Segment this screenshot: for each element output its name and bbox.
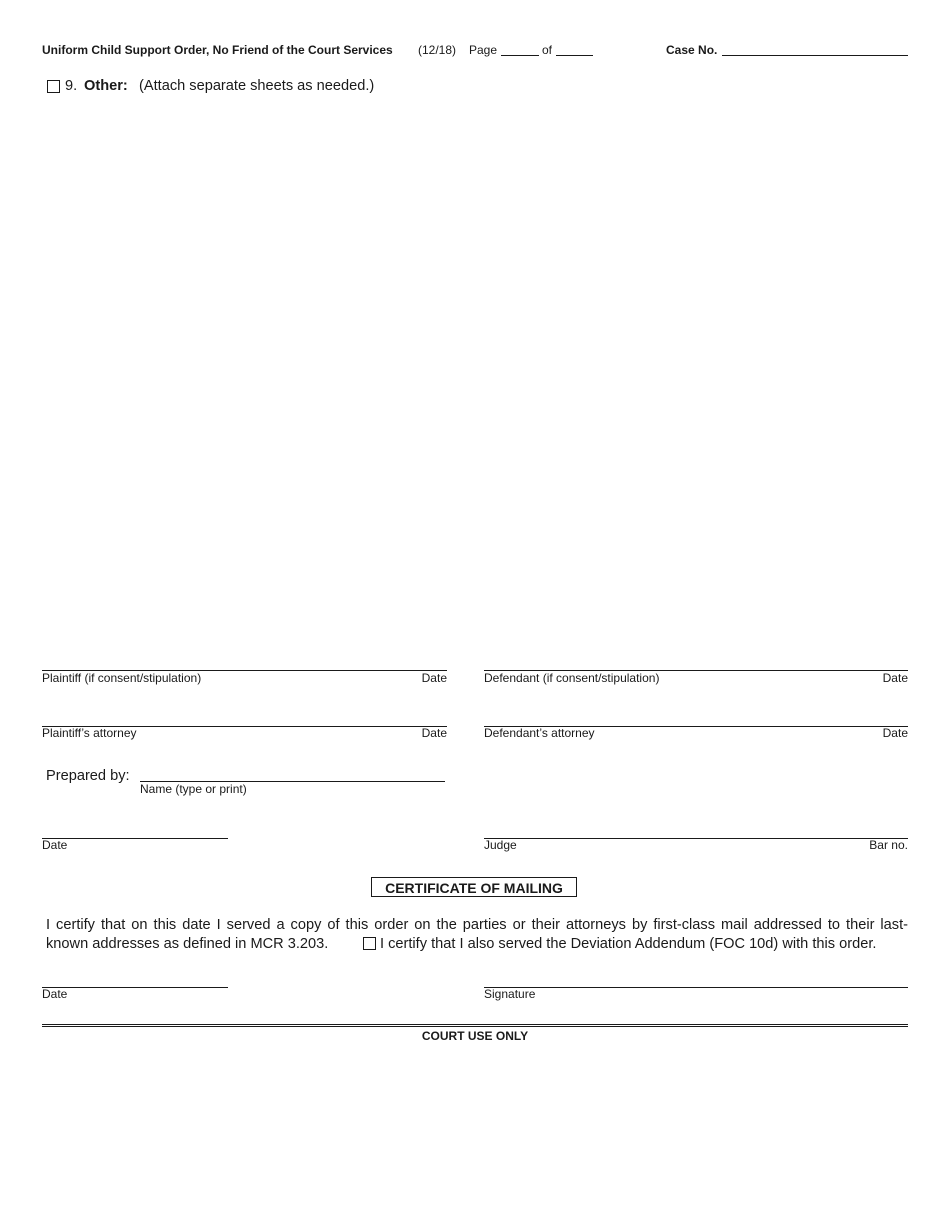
other-note: (Attach separate sheets as needed.) <box>139 78 375 94</box>
plaintiff-date-label: Date <box>421 671 447 685</box>
court-use-only-label: COURT USE ONLY <box>421 1029 529 1043</box>
certificate-title: CERTIFICATE OF MAILING <box>371 877 577 897</box>
form-date: (12/18) <box>418 43 457 57</box>
mailing-date-line[interactable] <box>42 987 228 988</box>
defendant-attorney-date-label: Date <box>882 726 908 740</box>
name-type-print-label: Name (type or print) <box>140 782 247 796</box>
deviation-addendum-checkbox[interactable] <box>363 937 376 950</box>
other-title: Other: <box>84 78 128 94</box>
order-date-label: Date <box>42 838 68 852</box>
defendant-attorney-label: Defendant’s attorney <box>484 726 595 740</box>
bar-no-label: Bar no. <box>869 838 908 852</box>
page-label: Page <box>469 43 498 57</box>
case-no-label: Case No. <box>666 43 718 57</box>
prepared-by-label: Prepared by: <box>46 768 130 784</box>
of-label: of <box>542 43 553 57</box>
certificate-text-line2b: I certify that I also served the Deviation Addendum (FOC 10d) with this order. <box>380 936 877 952</box>
certificate-text-line2a: known addresses as defined in MCR 3.203. <box>46 936 329 952</box>
plaintiff-attorney-date-label: Date <box>421 726 447 740</box>
mailing-date-label: Date <box>42 987 68 1001</box>
form-title: Uniform Child Support Order, No Friend of the Court Services <box>42 43 393 57</box>
mailing-signature-line[interactable] <box>484 987 908 988</box>
order-date-line[interactable] <box>42 838 228 839</box>
defendant-label: Defendant (if consent/stipulation) <box>484 671 660 685</box>
court-use-divider <box>42 1024 908 1027</box>
certificate-text-line1: I certify that on this date I served a copy of this order on the parties or their attorneys by first-class mail addressed to their last- <box>46 917 908 933</box>
page-number-field[interactable] <box>501 55 539 56</box>
mailing-signature-label: Signature <box>484 987 536 1001</box>
judge-label: Judge <box>484 838 517 852</box>
case-no-field[interactable] <box>722 55 908 56</box>
plaintiff-attorney-label: Plaintiff’s attorney <box>42 726 137 740</box>
defendant-date-label: Date <box>882 671 908 685</box>
item-number: 9. <box>65 78 78 94</box>
page-total-field[interactable] <box>556 55 593 56</box>
other-checkbox[interactable] <box>47 80 60 93</box>
plaintiff-label: Plaintiff (if consent/stipulation) <box>42 671 202 685</box>
